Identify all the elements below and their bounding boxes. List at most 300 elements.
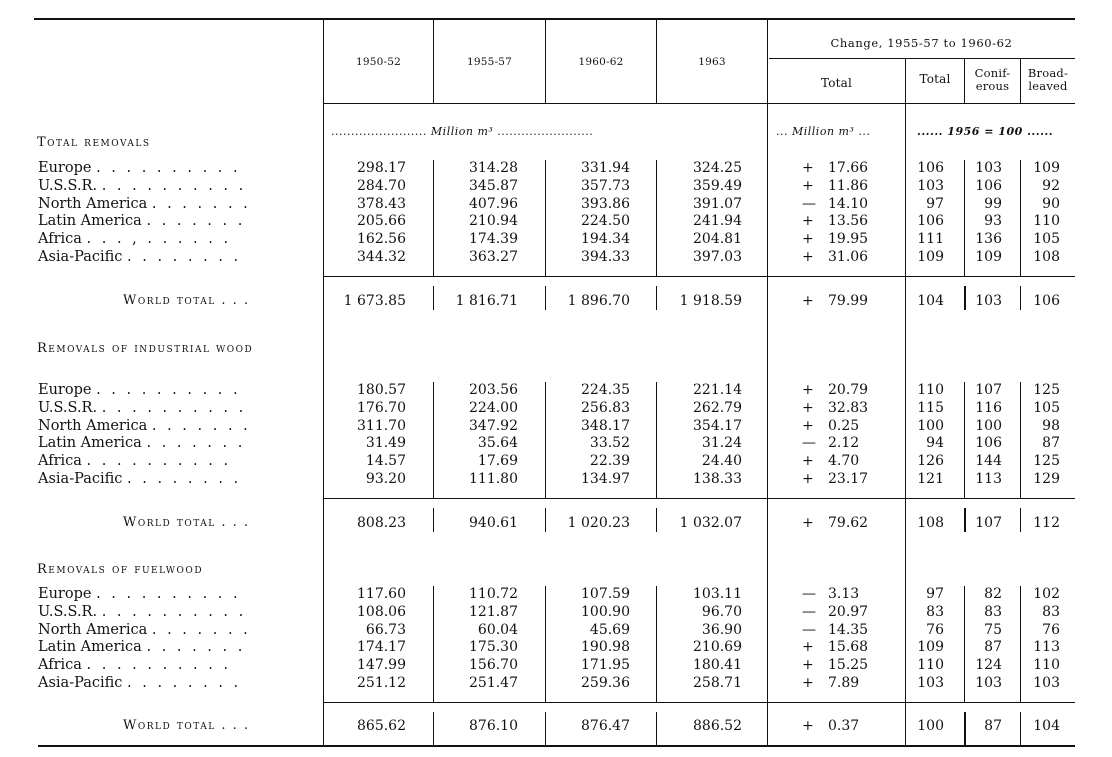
header-period-2: 1955-57 <box>466 56 513 68</box>
region-name: U.S.S.R. <box>38 400 98 416</box>
header-broadleaved: Broad- leaved <box>1027 66 1069 93</box>
body-divider <box>964 586 965 702</box>
total-divider <box>964 286 966 310</box>
value-cell: 324.25 <box>693 160 742 176</box>
body-divider <box>656 160 657 276</box>
index-cell: 116 <box>975 400 1002 416</box>
change-sign: + <box>802 453 814 469</box>
change-cell <box>802 638 868 656</box>
value-cell: 344.32 <box>357 249 406 265</box>
leader-dots: . . . . . . . . <box>127 675 242 691</box>
bottom-rule <box>38 745 1075 747</box>
change-sign: + <box>802 418 814 434</box>
value-cell: 17.69 <box>477 453 518 469</box>
table-row-label <box>38 381 241 399</box>
value-cell: 103.11 <box>693 586 742 602</box>
value-cell: 190.98 <box>581 639 630 655</box>
index-cell: 98 <box>1042 418 1060 434</box>
value-cell: 262.79 <box>693 400 742 416</box>
change-sign: + <box>802 675 814 691</box>
table-row-label <box>38 399 246 417</box>
change-value: 13.56 <box>828 213 869 229</box>
top-rule <box>34 18 1075 20</box>
index-cell: 102 <box>1033 586 1060 602</box>
change-sign: + <box>802 657 814 673</box>
change-value: 31.06 <box>828 249 869 265</box>
value-cell: 221.14 <box>693 382 742 398</box>
index-cell: 103 <box>975 160 1002 176</box>
table-row-label <box>38 638 245 656</box>
value-cell: 298.17 <box>357 160 406 176</box>
index-cell: 100 <box>917 418 944 434</box>
value-cell: 204.81 <box>693 231 742 247</box>
total-divider <box>433 286 434 310</box>
body-divider <box>1020 586 1021 702</box>
leader-dots: . . . . . . . . . . <box>101 400 247 416</box>
change-value: 15.25 <box>828 657 869 673</box>
value-cell: 363.27 <box>469 249 518 265</box>
region-name: U.S.S.R. <box>38 604 98 620</box>
value-cell: 162.56 <box>357 231 406 247</box>
value-cell: 251.12 <box>357 675 406 691</box>
value-cell: 284.70 <box>357 178 406 194</box>
subtotal-rule <box>323 702 1075 703</box>
value-cell: 134.97 <box>581 471 630 487</box>
index-cell: 113 <box>975 471 1002 487</box>
value-cell: 348.17 <box>581 418 630 434</box>
header-coniferous: Conif- erous <box>974 66 1011 93</box>
change-cell <box>802 195 868 213</box>
change-sign: + <box>802 178 814 194</box>
value-cell: 876.47 <box>581 718 630 734</box>
index-cell: 110 <box>1033 213 1060 229</box>
value-cell: 256.83 <box>581 400 630 416</box>
header-index-total: Total <box>919 72 951 86</box>
units-index: ...... 1956 = 100 ...... <box>917 125 1054 138</box>
table-row-label <box>38 230 231 248</box>
total-divider <box>656 508 657 532</box>
index-cell: 110 <box>917 657 944 673</box>
value-cell: 156.70 <box>469 657 518 673</box>
value-cell: 147.99 <box>357 657 406 673</box>
index-cell: 144 <box>975 453 1002 469</box>
value-cell: 359.49 <box>693 178 742 194</box>
change-value: 2.12 <box>828 435 860 451</box>
total-divider <box>1020 712 1021 745</box>
change-cell <box>802 292 868 310</box>
change-sign: + <box>802 515 814 531</box>
change-cell <box>802 417 859 435</box>
value-cell: 1 816.71 <box>455 293 518 309</box>
change-sign: + <box>802 639 814 655</box>
change-value: 79.99 <box>828 293 869 309</box>
index-cell: 97 <box>926 196 944 212</box>
index-cell: 108 <box>1033 249 1060 265</box>
index-cell: 87 <box>984 718 1002 734</box>
section-title: Total removals <box>37 135 151 150</box>
index-cell: 113 <box>1033 639 1060 655</box>
change-sign: — <box>802 622 816 638</box>
index-cell: 107 <box>975 515 1002 531</box>
leader-dots: . . . . . . . . <box>127 249 242 265</box>
change-sign: — <box>802 586 816 602</box>
change-value: 14.35 <box>828 622 869 638</box>
value-cell: 93.20 <box>365 471 406 487</box>
leader-dots: . . . . . . . . . . <box>86 453 232 469</box>
change-sign: + <box>802 160 814 176</box>
change-cell <box>802 470 868 488</box>
table-row-label <box>38 621 251 639</box>
leader-dots: . . . . . . . <box>146 213 246 229</box>
leader-dots: . . . . . . . . <box>127 471 242 487</box>
value-cell: 331.94 <box>581 160 630 176</box>
value-cell: 36.90 <box>701 622 742 638</box>
change-sign: + <box>802 471 814 487</box>
index-cell: 126 <box>917 453 944 469</box>
change-value: 15.68 <box>828 639 869 655</box>
leader-dots: . . . <box>221 718 250 733</box>
change-cell <box>802 514 868 532</box>
units-change: ... Million m³ ... <box>776 125 871 138</box>
total-divider <box>656 286 657 310</box>
index-cell: 83 <box>926 604 944 620</box>
leader-dots: . . . . . . . <box>151 418 251 434</box>
subtotal-rule <box>323 276 1075 277</box>
leader-dots: . . . . . . . <box>146 639 246 655</box>
index-cell: 112 <box>1033 515 1060 531</box>
index-cell: 103 <box>917 178 944 194</box>
index-cell: 108 <box>917 515 944 531</box>
change-value: 20.97 <box>828 604 869 620</box>
index-cell: 129 <box>1033 471 1060 487</box>
value-cell: 35.64 <box>477 435 518 451</box>
table-row-label <box>38 177 246 195</box>
region-name: Africa <box>38 231 82 247</box>
value-cell: 175.30 <box>469 639 518 655</box>
value-cell: 66.73 <box>365 622 406 638</box>
world-total-text: World total <box>123 515 216 530</box>
index-cell: 107 <box>975 382 1002 398</box>
change-sign: — <box>802 435 816 451</box>
value-cell: 394.33 <box>581 249 630 265</box>
region-name: U.S.S.R. <box>38 178 98 194</box>
value-cell: 22.39 <box>589 453 630 469</box>
region-name: Asia-Pacific <box>38 675 123 691</box>
index-cell: 75 <box>984 622 1002 638</box>
leader-dots: . . . . . . . . . . <box>86 657 232 673</box>
index-cell: 125 <box>1033 453 1060 469</box>
change-value: 20.79 <box>828 382 869 398</box>
leader-dots: . . . <box>221 515 250 530</box>
change-value: 0.37 <box>828 718 860 734</box>
table-row-label <box>38 434 245 452</box>
index-cell: 103 <box>1033 675 1060 691</box>
value-cell: 258.71 <box>693 675 742 691</box>
change-cell <box>802 399 868 417</box>
change-cell <box>802 585 859 603</box>
value-cell: 31.24 <box>701 435 742 451</box>
value-cell: 174.17 <box>357 639 406 655</box>
total-divider <box>545 712 546 745</box>
region-name: Africa <box>38 453 82 469</box>
table-row-label <box>38 212 245 230</box>
index-cell: 106 <box>917 160 944 176</box>
change-sign: — <box>802 196 816 212</box>
value-cell: 1 032.07 <box>679 515 742 531</box>
leader-dots: . . . . . . . . . . <box>96 586 241 602</box>
table-row-label <box>38 656 231 674</box>
index-cell: 103 <box>975 293 1002 309</box>
change-cell <box>802 248 868 266</box>
change-sign: + <box>802 400 814 416</box>
value-cell: 940.61 <box>469 515 518 531</box>
value-cell: 121.87 <box>469 604 518 620</box>
index-cell: 87 <box>984 639 1002 655</box>
leader-dots: . . . . . . . . . . <box>96 382 241 398</box>
table-row-label <box>38 195 251 213</box>
change-value: 79.62 <box>828 515 869 531</box>
index-cell: 82 <box>984 586 1002 602</box>
change-group-rule <box>769 58 1075 59</box>
value-cell: 224.35 <box>581 382 630 398</box>
change-sign: + <box>802 249 814 265</box>
change-sign: + <box>802 213 814 229</box>
header-change-total: Total <box>820 76 853 90</box>
change-sign: — <box>802 604 816 620</box>
value-cell: 14.57 <box>365 453 406 469</box>
header-period-1: 1950-52 <box>355 56 402 68</box>
value-cell: 210.94 <box>469 213 518 229</box>
value-cell: 96.70 <box>701 604 742 620</box>
value-cell: 251.47 <box>469 675 518 691</box>
table-row-label <box>38 585 241 603</box>
table-row-label <box>38 452 231 470</box>
change-value: 0.25 <box>828 418 860 434</box>
region-name: North America <box>38 196 148 212</box>
change-cell <box>802 177 868 195</box>
value-cell: 180.57 <box>357 382 406 398</box>
index-cell: 109 <box>975 249 1002 265</box>
region-name: Europe <box>38 160 92 176</box>
body-divider <box>545 160 546 276</box>
table-row-label <box>38 159 241 177</box>
value-cell: 194.34 <box>581 231 630 247</box>
table-row-label <box>38 603 246 621</box>
value-cell: 886.52 <box>693 718 742 734</box>
change-sign: + <box>802 293 814 309</box>
index-cell: 106 <box>917 213 944 229</box>
value-cell: 107.59 <box>581 586 630 602</box>
region-name: Europe <box>38 586 92 602</box>
index-cell: 105 <box>1033 400 1060 416</box>
index-cell: 97 <box>926 586 944 602</box>
section-title: Removals of fuelwood <box>37 562 204 577</box>
value-cell: 397.03 <box>693 249 742 265</box>
change-value: 7.89 <box>828 675 860 691</box>
value-cell: 1 020.23 <box>567 515 630 531</box>
body-divider <box>964 382 965 498</box>
region-name: Asia-Pacific <box>38 471 123 487</box>
value-cell: 176.70 <box>357 400 406 416</box>
change-value: 3.13 <box>828 586 860 602</box>
value-cell: 205.66 <box>357 213 406 229</box>
divider-change <box>767 20 768 745</box>
value-cell: 259.36 <box>581 675 630 691</box>
change-value: 14.10 <box>828 196 869 212</box>
value-cell: 345.87 <box>469 178 518 194</box>
world-total-text: World total <box>123 718 216 733</box>
value-cell: 1 673.85 <box>343 293 406 309</box>
leader-dots: . . . <box>221 293 250 308</box>
divider-idx-total <box>905 58 906 745</box>
region-name: North America <box>38 622 148 638</box>
value-cell: 393.86 <box>581 196 630 212</box>
index-cell: 93 <box>984 213 1002 229</box>
change-cell <box>802 434 859 452</box>
total-divider <box>964 508 966 532</box>
index-cell: 83 <box>1042 604 1060 620</box>
value-cell: 31.49 <box>365 435 406 451</box>
index-cell: 125 <box>1033 382 1060 398</box>
region-name: North America <box>38 418 148 434</box>
leader-dots: . . . . . . . <box>151 622 251 638</box>
value-cell: 391.07 <box>693 196 742 212</box>
region-name: Latin America <box>38 213 142 229</box>
change-sign: + <box>802 718 814 734</box>
change-cell <box>802 381 868 399</box>
value-cell: 876.10 <box>469 718 518 734</box>
table-row-label <box>38 470 241 488</box>
value-cell: 1 918.59 <box>679 293 742 309</box>
total-divider <box>545 508 546 532</box>
value-cell: 354.17 <box>693 418 742 434</box>
index-cell: 110 <box>1033 657 1060 673</box>
total-divider <box>545 286 546 310</box>
value-cell: 314.28 <box>469 160 518 176</box>
value-cell: 171.95 <box>581 657 630 673</box>
header-bottom-rule <box>323 103 1075 104</box>
index-cell: 124 <box>975 657 1002 673</box>
change-value: 23.17 <box>828 471 869 487</box>
leader-dots: . . . , . . . . . . <box>86 231 232 247</box>
leader-dots: . . . . . . . <box>146 435 246 451</box>
index-cell: 76 <box>926 622 944 638</box>
divider-stub <box>323 20 324 745</box>
world-total-text: World total <box>123 293 216 308</box>
leader-dots: . . . . . . . . . . <box>101 178 247 194</box>
value-cell: 117.60 <box>357 586 406 602</box>
total-divider <box>433 712 434 745</box>
value-cell: 407.96 <box>469 196 518 212</box>
change-value: 32.83 <box>828 400 869 416</box>
value-cell: 241.94 <box>693 213 742 229</box>
world-total-label <box>123 292 250 310</box>
index-cell: 106 <box>975 178 1002 194</box>
section-title: Removals of industrial wood <box>37 341 254 356</box>
index-cell: 76 <box>1042 622 1060 638</box>
body-divider <box>1020 382 1021 498</box>
index-cell: 109 <box>1033 160 1060 176</box>
table-row-label <box>38 417 251 435</box>
value-cell: 1 896.70 <box>567 293 630 309</box>
value-cell: 865.62 <box>357 718 406 734</box>
index-cell: 109 <box>917 639 944 655</box>
body-divider <box>1020 160 1021 276</box>
body-divider <box>545 586 546 702</box>
index-cell: 83 <box>984 604 1002 620</box>
index-cell: 94 <box>926 435 944 451</box>
value-cell: 347.92 <box>469 418 518 434</box>
body-divider <box>656 586 657 702</box>
change-cell <box>802 656 868 674</box>
value-cell: 311.70 <box>357 418 406 434</box>
index-cell: 104 <box>1033 718 1060 734</box>
value-cell: 24.40 <box>701 453 742 469</box>
value-cell: 210.69 <box>693 639 742 655</box>
value-cell: 60.04 <box>477 622 518 638</box>
index-cell: 109 <box>917 249 944 265</box>
body-divider <box>964 160 965 276</box>
change-cell <box>802 621 868 639</box>
value-cell: 357.73 <box>581 178 630 194</box>
index-cell: 105 <box>1033 231 1060 247</box>
index-cell: 106 <box>975 435 1002 451</box>
value-cell: 180.41 <box>693 657 742 673</box>
value-cell: 100.90 <box>581 604 630 620</box>
change-cell <box>802 452 859 470</box>
total-divider <box>433 508 434 532</box>
region-name: Latin America <box>38 435 142 451</box>
change-cell <box>802 603 868 621</box>
index-cell: 100 <box>975 418 1002 434</box>
index-cell: 99 <box>984 196 1002 212</box>
value-cell: 224.00 <box>469 400 518 416</box>
index-cell: 136 <box>975 231 1002 247</box>
leader-dots: . . . . . . . <box>151 196 251 212</box>
change-cell <box>802 230 868 248</box>
change-value: 4.70 <box>828 453 860 469</box>
index-cell: 103 <box>975 675 1002 691</box>
subtotal-rule <box>323 498 1075 499</box>
table-row-label <box>38 248 241 266</box>
total-divider <box>1020 508 1021 532</box>
value-cell: 45.69 <box>589 622 630 638</box>
change-value: 11.86 <box>828 178 869 194</box>
index-cell: 100 <box>917 718 944 734</box>
body-divider <box>545 382 546 498</box>
region-name: Europe <box>38 382 92 398</box>
total-divider <box>964 712 966 745</box>
body-divider <box>433 160 434 276</box>
value-cell: 174.39 <box>469 231 518 247</box>
value-cell: 111.80 <box>469 471 518 487</box>
value-cell: 224.50 <box>581 213 630 229</box>
index-cell: 92 <box>1042 178 1060 194</box>
region-name: Africa <box>38 657 82 673</box>
total-divider <box>1020 286 1021 310</box>
header-change-group: Change, 1955-57 to 1960-62 <box>830 36 1013 50</box>
change-value: 17.66 <box>828 160 869 176</box>
body-divider <box>433 586 434 702</box>
change-sign: + <box>802 231 814 247</box>
table-row-label <box>38 674 241 692</box>
header-period-4: 1963 <box>698 56 726 68</box>
body-divider <box>433 382 434 498</box>
change-cell <box>802 674 859 692</box>
index-cell: 106 <box>1033 293 1060 309</box>
index-cell: 110 <box>917 382 944 398</box>
world-total-label <box>123 514 250 532</box>
